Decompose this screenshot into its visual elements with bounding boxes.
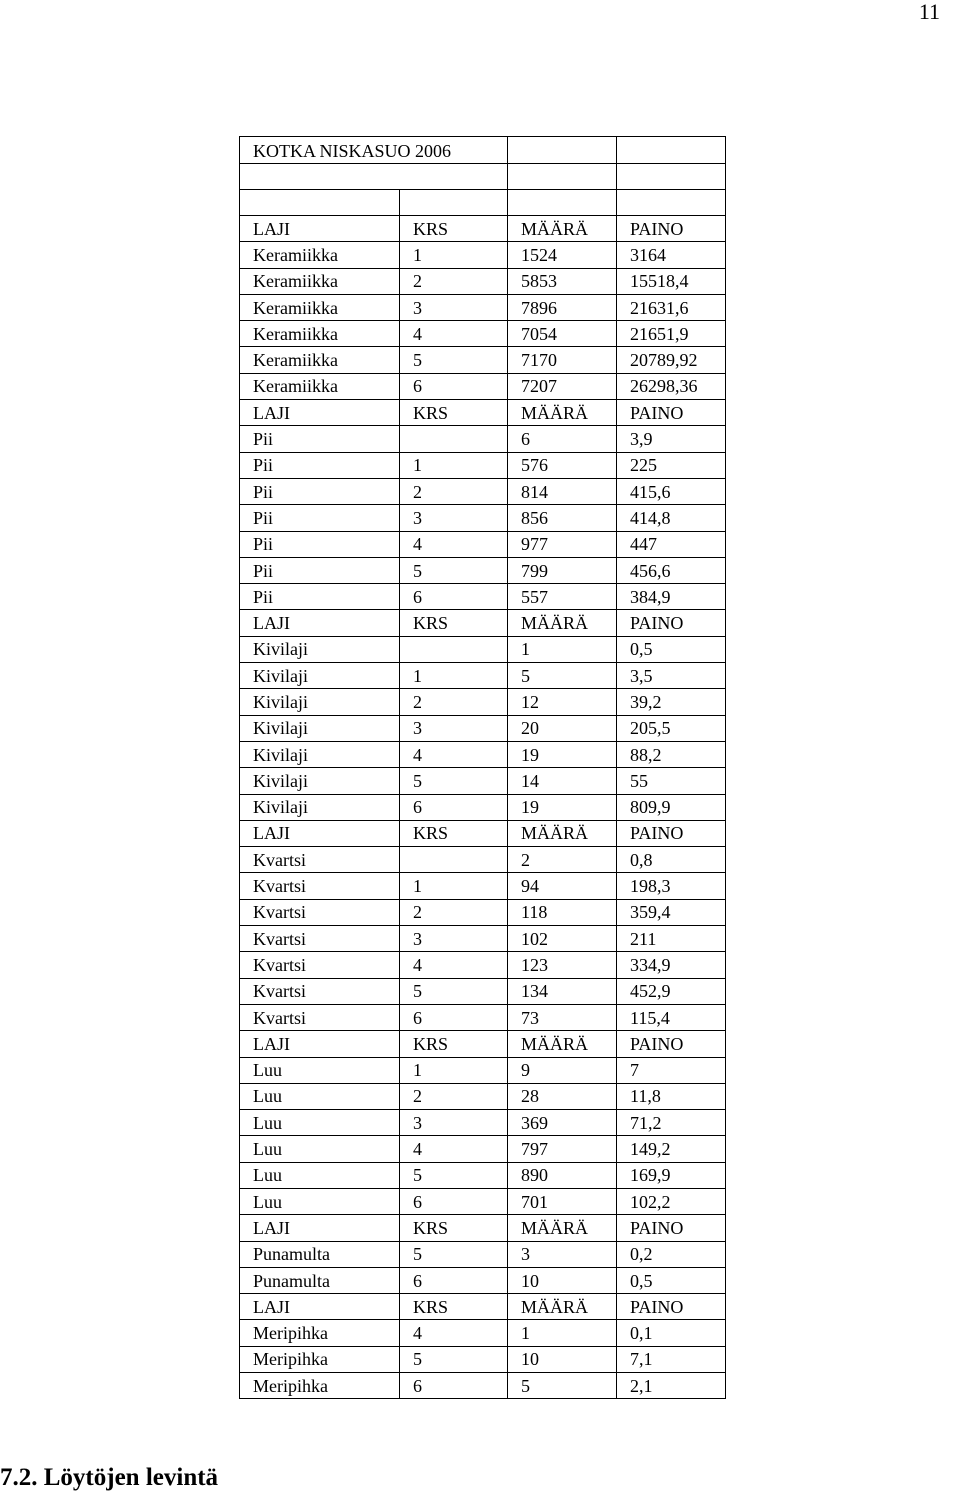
table-row: [240, 478, 726, 504]
table-cell: 2: [400, 689, 508, 715]
table-cell: [240, 190, 400, 216]
table-cell: 149,2: [617, 1136, 726, 1162]
table-cell: Keramiikka: [240, 294, 400, 320]
table-cell: 12: [508, 689, 617, 715]
table-cell: [617, 137, 726, 164]
table-gap-row: [240, 190, 726, 216]
table-cell: 0,2: [617, 1241, 726, 1267]
table-cell: Luu: [240, 1136, 400, 1162]
table-cell: 15518,4: [617, 268, 726, 294]
table-cell: LAJI: [240, 1031, 400, 1057]
table-row: [240, 321, 726, 347]
table-cell: Pii: [240, 505, 400, 531]
table-cell: 10: [508, 1267, 617, 1293]
table-cell: 5: [400, 557, 508, 583]
table-cell: [508, 190, 617, 216]
table-cell: [400, 847, 508, 873]
table-title: KOTKA NISKASUO 2006: [240, 137, 508, 164]
table-cell: 5: [508, 1373, 617, 1399]
table-cell: 701: [508, 1188, 617, 1214]
table-cell: 10: [508, 1346, 617, 1372]
table-cell: 797: [508, 1136, 617, 1162]
table-cell: PAINO: [617, 610, 726, 636]
table-cell: 557: [508, 584, 617, 610]
table-cell: 20: [508, 715, 617, 741]
table-header-row: [240, 400, 726, 426]
table-cell: Kivilaji: [240, 715, 400, 741]
table-cell: MÄÄRÄ: [508, 400, 617, 426]
table-cell: MÄÄRÄ: [508, 610, 617, 636]
table-cell: 3,9: [617, 426, 726, 452]
table-cell: 1: [400, 1057, 508, 1083]
table-cell: MÄÄRÄ: [508, 216, 617, 242]
table-cell: Kivilaji: [240, 689, 400, 715]
table-cell: 1: [508, 1320, 617, 1346]
table-row: [240, 557, 726, 583]
table-cell: LAJI: [240, 400, 400, 426]
table-cell: 1: [508, 636, 617, 662]
table-cell: 3: [508, 1241, 617, 1267]
table-cell: 198,3: [617, 873, 726, 899]
table-cell: LAJI: [240, 216, 400, 242]
table-cell: 3: [400, 1110, 508, 1136]
table-row: [240, 636, 726, 662]
table-header-row: [240, 1031, 726, 1057]
table-cell: 334,9: [617, 952, 726, 978]
table-cell: Pii: [240, 478, 400, 504]
table-cell: 3: [400, 926, 508, 952]
table-row: [240, 1110, 726, 1136]
table-cell: Punamulta: [240, 1267, 400, 1293]
table-cell: PAINO: [617, 1215, 726, 1241]
table-cell: 1: [400, 452, 508, 478]
table-cell: 5: [508, 663, 617, 689]
table-cell: 3: [400, 715, 508, 741]
table-cell: Kvartsi: [240, 978, 400, 1004]
table-row: [240, 926, 726, 952]
table-row: [240, 1346, 726, 1372]
table-cell: 102,2: [617, 1188, 726, 1214]
table-row: [240, 689, 726, 715]
table-cell: 0,1: [617, 1320, 726, 1346]
table-cell: 3: [400, 294, 508, 320]
table-header-row: [240, 1215, 726, 1241]
table-cell: Kvartsi: [240, 1004, 400, 1030]
table-cell: 2: [400, 899, 508, 925]
table-cell: 4: [400, 1136, 508, 1162]
table-cell: PAINO: [617, 1294, 726, 1320]
table-cell: [400, 190, 508, 216]
table-cell: [617, 190, 726, 216]
table-cell: Meripihka: [240, 1346, 400, 1372]
table-cell: 1: [400, 873, 508, 899]
table-row: [240, 794, 726, 820]
table-cell: 7: [617, 1057, 726, 1083]
table-cell: MÄÄRÄ: [508, 820, 617, 846]
table-cell: 20789,92: [617, 347, 726, 373]
table-cell: KRS: [400, 1215, 508, 1241]
table-cell: PAINO: [617, 820, 726, 846]
table-cell: 2: [400, 478, 508, 504]
table-cell: 5: [400, 978, 508, 1004]
table-row: [240, 268, 726, 294]
table-row: [240, 347, 726, 373]
table-cell: [617, 164, 726, 190]
table-cell: Kvartsi: [240, 847, 400, 873]
table-row: [240, 505, 726, 531]
table-cell: 11,8: [617, 1083, 726, 1109]
table-cell: 2: [508, 847, 617, 873]
table-blank-row: [240, 164, 726, 190]
table-cell: LAJI: [240, 1294, 400, 1320]
table-cell: 4: [400, 531, 508, 557]
table-cell: 88,2: [617, 741, 726, 767]
table-row: [240, 1188, 726, 1214]
table-cell: 4: [400, 741, 508, 767]
table-cell: 225: [617, 452, 726, 478]
table-cell: Keramiikka: [240, 373, 400, 399]
table-cell: 799: [508, 557, 617, 583]
table-cell: 94: [508, 873, 617, 899]
table-cell: 19: [508, 741, 617, 767]
table-row: [240, 373, 726, 399]
table-cell: Kivilaji: [240, 741, 400, 767]
page-number: 11: [918, 0, 940, 24]
table-cell: Kvartsi: [240, 952, 400, 978]
table-cell: 5: [400, 1162, 508, 1188]
table-cell: 1: [400, 663, 508, 689]
table-cell: LAJI: [240, 1215, 400, 1241]
table-cell: 7170: [508, 347, 617, 373]
table-cell: PAINO: [617, 1031, 726, 1057]
table-cell: Keramiikka: [240, 268, 400, 294]
table-cell: 4: [400, 1320, 508, 1346]
table-cell: 21651,9: [617, 321, 726, 347]
table-cell: 28: [508, 1083, 617, 1109]
table-header-row: [240, 216, 726, 242]
table-row: [240, 1136, 726, 1162]
table-cell: 6: [400, 794, 508, 820]
table-row: [240, 715, 726, 741]
table-cell: 7896: [508, 294, 617, 320]
table-cell: Keramiikka: [240, 242, 400, 268]
table-row: [240, 978, 726, 1004]
table-cell: Pii: [240, 531, 400, 557]
table-cell: 7207: [508, 373, 617, 399]
table-row: [240, 1057, 726, 1083]
table-cell: Keramiikka: [240, 321, 400, 347]
table-row: [240, 242, 726, 268]
table-cell: KRS: [400, 820, 508, 846]
table-cell: PAINO: [617, 400, 726, 426]
table-cell: PAINO: [617, 216, 726, 242]
table-cell: 6: [400, 1004, 508, 1030]
table-cell: 5: [400, 1241, 508, 1267]
table-cell: 134: [508, 978, 617, 1004]
table-row: [240, 899, 726, 925]
table-header-row: [240, 610, 726, 636]
table-cell: 1: [400, 242, 508, 268]
table-row: [240, 952, 726, 978]
table-row: [240, 847, 726, 873]
table-title-row: [240, 137, 726, 164]
table-cell: Luu: [240, 1057, 400, 1083]
section-heading: 7.2. Löytöjen levintä: [0, 1464, 219, 1491]
table-cell: 3164: [617, 242, 726, 268]
table-cell: 169,9: [617, 1162, 726, 1188]
table-cell: 5: [400, 347, 508, 373]
table-cell: Pii: [240, 584, 400, 610]
table-cell: 3: [400, 505, 508, 531]
table-cell: 814: [508, 478, 617, 504]
table-cell: 359,4: [617, 899, 726, 925]
table-cell: Kivilaji: [240, 663, 400, 689]
finds-table: [239, 136, 726, 1399]
table-cell: 5853: [508, 268, 617, 294]
table-row: [240, 663, 726, 689]
table-cell: [400, 426, 508, 452]
table-cell: 414,8: [617, 505, 726, 531]
table-cell: 452,9: [617, 978, 726, 1004]
table-cell: 2: [400, 1083, 508, 1109]
table-cell: MÄÄRÄ: [508, 1031, 617, 1057]
table-cell: KRS: [400, 1294, 508, 1320]
table-cell: 71,2: [617, 1110, 726, 1136]
table-row: [240, 584, 726, 610]
table-cell: 0,5: [617, 1267, 726, 1293]
table-cell: 6: [400, 1267, 508, 1293]
table-cell: KRS: [400, 216, 508, 242]
table-cell: 1524: [508, 242, 617, 268]
table-cell: Pii: [240, 452, 400, 478]
table-cell: 0,8: [617, 847, 726, 873]
table-cell: Kvartsi: [240, 873, 400, 899]
table-cell: 809,9: [617, 794, 726, 820]
table-cell: KRS: [400, 610, 508, 636]
table-row: [240, 452, 726, 478]
table-cell: 211: [617, 926, 726, 952]
table-cell: 576: [508, 452, 617, 478]
table-cell: [240, 164, 508, 190]
table-cell: 9: [508, 1057, 617, 1083]
table-row: [240, 1162, 726, 1188]
table-cell: 447: [617, 531, 726, 557]
table-cell: Kvartsi: [240, 899, 400, 925]
table-row: [240, 1083, 726, 1109]
table-cell: 456,6: [617, 557, 726, 583]
table-cell: 39,2: [617, 689, 726, 715]
table-cell: 26298,36: [617, 373, 726, 399]
table-cell: [508, 137, 617, 164]
table-cell: 369: [508, 1110, 617, 1136]
table-cell: Kivilaji: [240, 794, 400, 820]
table-cell: 55: [617, 768, 726, 794]
table-cell: Luu: [240, 1162, 400, 1188]
table-cell: 6: [400, 584, 508, 610]
table-cell: MÄÄRÄ: [508, 1215, 617, 1241]
table-row: [240, 1267, 726, 1293]
table-cell: 4: [400, 321, 508, 347]
table-cell: 21631,6: [617, 294, 726, 320]
table-cell: Kvartsi: [240, 926, 400, 952]
table-cell: 977: [508, 531, 617, 557]
table-cell: Punamulta: [240, 1241, 400, 1267]
table-row: [240, 294, 726, 320]
table-cell: KRS: [400, 1031, 508, 1057]
table-cell: 0,5: [617, 636, 726, 662]
table-row: [240, 1004, 726, 1030]
table-row: [240, 873, 726, 899]
table-row: [240, 768, 726, 794]
table-cell: 123: [508, 952, 617, 978]
table-cell: 19: [508, 794, 617, 820]
table-row: [240, 1320, 726, 1346]
table-cell: Pii: [240, 426, 400, 452]
table-cell: 102: [508, 926, 617, 952]
table-cell: 4: [400, 952, 508, 978]
table-cell: 3,5: [617, 663, 726, 689]
table-cell: 6: [400, 1373, 508, 1399]
table-cell: 115,4: [617, 1004, 726, 1030]
table-cell: Luu: [240, 1110, 400, 1136]
table-cell: 6: [508, 426, 617, 452]
table-cell: Kivilaji: [240, 768, 400, 794]
table-cell: 2,1: [617, 1373, 726, 1399]
table-cell: 205,5: [617, 715, 726, 741]
table-cell: Kivilaji: [240, 636, 400, 662]
table-cell: [508, 164, 617, 190]
table-cell: 7,1: [617, 1346, 726, 1372]
table-cell: 2: [400, 268, 508, 294]
table-cell: 856: [508, 505, 617, 531]
table-row: [240, 1373, 726, 1399]
table-cell: KRS: [400, 400, 508, 426]
table-cell: 5: [400, 1346, 508, 1372]
table-cell: 73: [508, 1004, 617, 1030]
table-cell: Meripihka: [240, 1320, 400, 1346]
table-header-row: [240, 1294, 726, 1320]
table-row: [240, 531, 726, 557]
table-cell: Luu: [240, 1083, 400, 1109]
table-cell: Keramiikka: [240, 347, 400, 373]
table-cell: 14: [508, 768, 617, 794]
table-cell: Pii: [240, 557, 400, 583]
table-cell: LAJI: [240, 820, 400, 846]
table-cell: 415,6: [617, 478, 726, 504]
table-row: [240, 1241, 726, 1267]
table-cell: LAJI: [240, 610, 400, 636]
table-header-row: [240, 820, 726, 846]
table-cell: 890: [508, 1162, 617, 1188]
table-cell: 7054: [508, 321, 617, 347]
table-cell: Meripihka: [240, 1373, 400, 1399]
table-row: [240, 426, 726, 452]
table-cell: 5: [400, 768, 508, 794]
table-cell: 118: [508, 899, 617, 925]
table-cell: 6: [400, 1188, 508, 1214]
table-cell: MÄÄRÄ: [508, 1294, 617, 1320]
table-row: [240, 741, 726, 767]
table-cell: Luu: [240, 1188, 400, 1214]
table-cell: 384,9: [617, 584, 726, 610]
table-cell: [400, 636, 508, 662]
table-cell: 6: [400, 373, 508, 399]
